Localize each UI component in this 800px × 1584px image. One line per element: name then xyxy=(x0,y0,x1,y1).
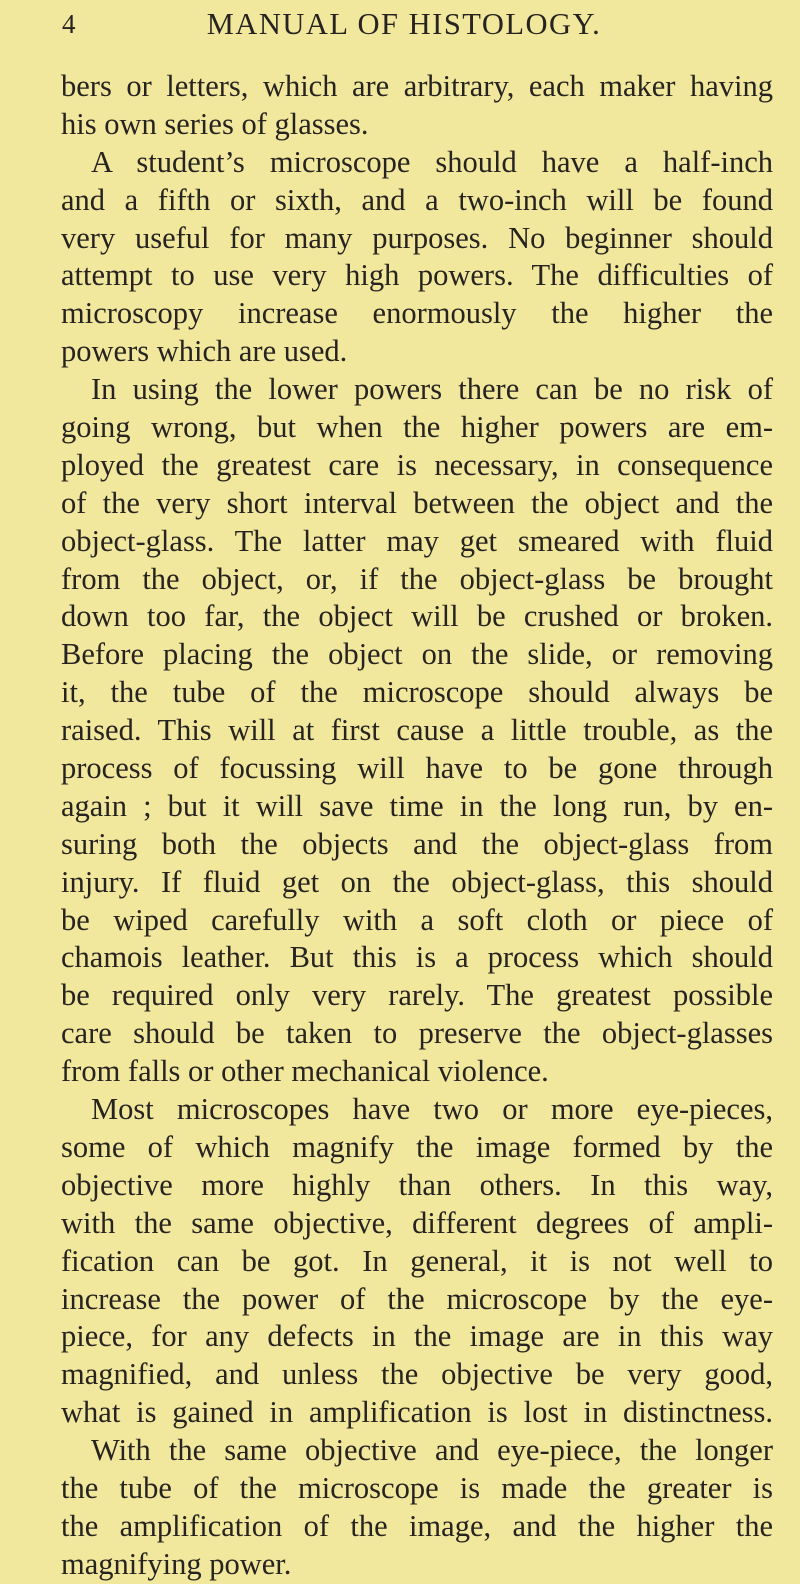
text-line: With the same objective and eye-piece, the longer xyxy=(91,1433,773,1468)
text-line: ployed the greatest care is necessary, in consequence xyxy=(61,447,773,482)
text-line: powers which are used. xyxy=(61,334,348,369)
text-line: Before placing the object on the slide, or removing xyxy=(61,637,773,672)
text-line: very useful for many purposes. No beginner should xyxy=(61,220,773,255)
text-line: and a fifth or sixth, and a two-inch will be found xyxy=(61,182,773,217)
text-line: process of focussing will have to be gone through xyxy=(61,751,773,786)
text-line: A student’s microscope should have a half-inch xyxy=(91,144,773,179)
text-line: some of which magnify the image formed by the xyxy=(61,1129,773,1164)
text-line: be wiped carefully with a soft cloth or piece of xyxy=(61,902,773,937)
text-line: object-glass. The latter may get smeared with fluid xyxy=(61,523,773,558)
text-line: microscopy increase enormously the higher the xyxy=(61,296,773,331)
text-line: the amplification of the image, and the higher the xyxy=(61,1508,773,1543)
text-line: it, the tube of the microscope should always be xyxy=(61,675,773,710)
text-line: magnified, and unless the objective be very good, xyxy=(61,1357,773,1392)
page-number: 4 xyxy=(62,9,76,39)
text-line: of the very short interval between the object and the xyxy=(61,485,773,520)
text-line: piece, for any defects in the image are in this way xyxy=(61,1319,773,1354)
running-head: MANUAL OF HISTOLOGY. xyxy=(206,7,602,41)
text-line: increase the power of the microscope by the eye- xyxy=(61,1281,773,1316)
text-line: chamois leather. But this is a process which should xyxy=(61,940,773,975)
text-line: Most microscopes have two or more eye-pieces, xyxy=(91,1092,773,1127)
text-line: with the same objective, different degrees of ampli- xyxy=(61,1205,773,1240)
text-line: what is gained in amplification is lost in distinctness. xyxy=(61,1395,773,1430)
text-line: fication can be got. In general, it is not well to xyxy=(61,1243,773,1278)
text-line: his own series of glasses. xyxy=(61,106,369,141)
text-line: In using the lower powers there can be no risk of xyxy=(91,372,773,407)
text-line: be required only very rarely. The greatest possible xyxy=(61,978,773,1013)
text-line: from the object, or, if the object-glass be brought xyxy=(61,561,773,596)
text-line: from falls or other mechanical violence. xyxy=(61,1054,549,1089)
text-line: bers or letters, which are arbitrary, each maker having xyxy=(61,69,773,103)
text-line: care should be taken to preserve the object-glasses xyxy=(61,1016,773,1051)
text-line: raised. This will at first cause a little trouble, as the xyxy=(61,713,773,748)
text-line: going wrong, but when the higher powers are em- xyxy=(61,410,773,445)
text-line: magnifying power. xyxy=(61,1546,292,1581)
text-line: the tube of the microscope is made the greater is xyxy=(61,1470,773,1505)
text-line: suring both the objects and the object-glass from xyxy=(61,826,773,861)
text-line: again ; but it will save time in the long run, by en- xyxy=(61,788,773,823)
body-text xyxy=(61,68,773,1584)
text-line: down too far, the object will be crushed or broken. xyxy=(61,599,773,634)
text-line: attempt to use very high powers. The difficulties of xyxy=(61,258,773,293)
text-line: injury. If fluid get on the object-glass, this should xyxy=(61,864,773,899)
text-line: objective more highly than others. In this way, xyxy=(61,1167,773,1202)
